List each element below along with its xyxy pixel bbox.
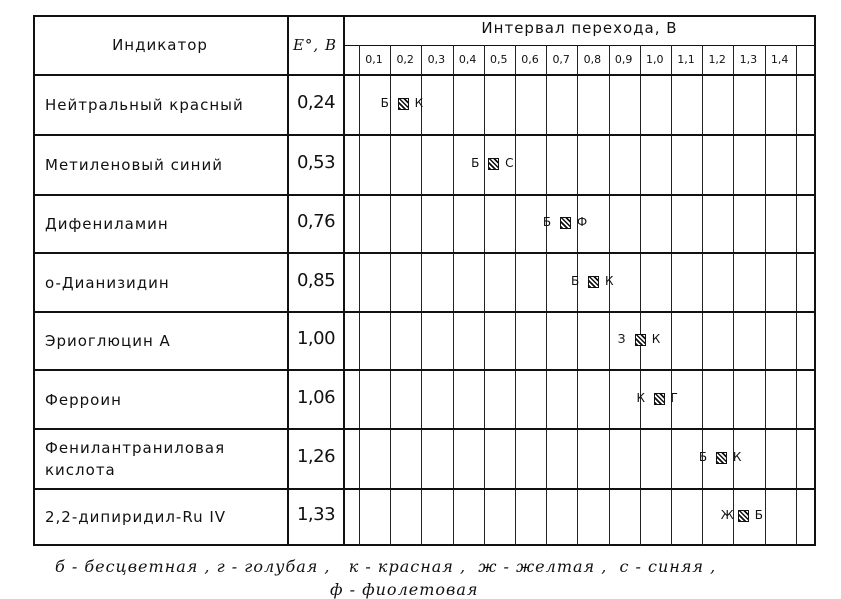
- transition-marker: [654, 393, 665, 405]
- grid-line: [390, 45, 391, 545]
- grid-line: [515, 45, 516, 545]
- transition-marker: [716, 452, 727, 464]
- scale-tick: 0,5: [490, 53, 508, 66]
- row-divider: [33, 488, 816, 490]
- scale-tick: 0,7: [552, 53, 570, 66]
- scale-tick: 0,1: [365, 53, 383, 66]
- indicator-name: Фенилантраниловая кислота: [45, 439, 226, 479]
- row-divider: [33, 311, 816, 313]
- table-bottom-border: [33, 544, 816, 546]
- color-left-label: Б: [471, 156, 480, 170]
- e0-value: 0,85: [296, 269, 336, 291]
- scale-tick: 0,3: [427, 53, 446, 66]
- color-left-label: Ж: [720, 508, 734, 522]
- scale-tick: 1,0: [646, 53, 664, 66]
- legend-line-1: б - бесцветная , г - голубая , к - красная , ж - желтая , с - синяя ,: [55, 557, 717, 576]
- row-divider: [33, 428, 816, 430]
- grid-line: [421, 45, 422, 545]
- grid-line: [796, 45, 797, 545]
- e0-value: 0,53: [296, 152, 336, 173]
- scale-tick: 1,2: [708, 53, 726, 66]
- transition-marker: [588, 276, 599, 288]
- transition-marker: [635, 334, 646, 346]
- row-divider: [33, 134, 816, 136]
- color-right-label: Г: [670, 390, 678, 405]
- transition-marker: [560, 217, 571, 229]
- table-right-border: [814, 15, 816, 546]
- scale-tick: 1,1: [677, 53, 695, 66]
- indicator-name: Ферроин: [45, 390, 122, 409]
- e0-value: 1,00: [296, 328, 336, 349]
- indicator-name: Метиленовый синий: [45, 156, 223, 174]
- e0-value: 1,26: [296, 446, 336, 467]
- transition-marker: [398, 98, 409, 110]
- color-left-label: К: [636, 390, 646, 405]
- scale-tick: 0,4: [458, 53, 477, 66]
- row-divider: [33, 194, 816, 196]
- grid-line: [640, 45, 641, 545]
- indicator-name: Нейтральный красный: [45, 96, 244, 114]
- scale-tick: 0,9: [614, 53, 633, 66]
- color-left-label: Б: [698, 450, 708, 464]
- grid-line: [702, 45, 703, 545]
- grid-line: [359, 45, 360, 545]
- color-right-label: К: [651, 332, 661, 346]
- e0-value: 0,76: [296, 211, 336, 232]
- color-left-label: Б: [380, 96, 389, 110]
- scale-tick: 0,8: [583, 53, 602, 66]
- color-right-label: К: [732, 450, 742, 464]
- color-right-label: Б: [754, 508, 763, 522]
- e0-value: 0,24: [296, 92, 336, 113]
- header-sub-divider: [343, 45, 816, 46]
- table-left-border: [33, 15, 35, 546]
- grid-line: [546, 45, 547, 545]
- grid-line: [765, 45, 766, 545]
- indicator-name: Эриоглюцин A: [45, 332, 171, 350]
- grid-line: [671, 45, 672, 545]
- color-left-label: Б: [571, 273, 580, 288]
- grid-line: [453, 45, 454, 545]
- legend-line-2: ф - фиолетовая: [330, 580, 479, 599]
- e0-value: 1,33: [296, 504, 336, 525]
- scale-tick: 1,4: [770, 53, 789, 66]
- row-divider: [33, 252, 816, 254]
- grid-line: [609, 45, 610, 545]
- row-divider: [33, 369, 816, 371]
- row-divider: [33, 74, 816, 76]
- color-right-label: К: [605, 273, 614, 288]
- indicator-header: Индикатор: [112, 36, 208, 54]
- transition-marker: [738, 510, 749, 522]
- color-right-label: К: [414, 96, 424, 110]
- color-right-label: С: [505, 156, 514, 170]
- column-divider-2: [343, 15, 345, 546]
- scale-tick: 1,3: [739, 53, 758, 66]
- indicator-name: Дифениламин: [45, 215, 169, 233]
- grid-line: [484, 45, 485, 545]
- color-left-label: З: [617, 332, 626, 346]
- color-left-label: Б: [542, 215, 552, 229]
- grid-line: [733, 45, 734, 545]
- indicator-name: 2,2-дипиридил-Ru IV: [45, 508, 227, 526]
- interval-header: Интервал перехода, В: [481, 19, 678, 37]
- color-right-label: Ф: [576, 215, 588, 229]
- e0-value: 1,06: [296, 386, 336, 408]
- e0-header: E°, В: [292, 36, 337, 54]
- indicator-name: o-Дианизидин: [45, 273, 170, 292]
- scale-tick: 0,2: [396, 53, 414, 66]
- transition-marker: [488, 158, 499, 170]
- scale-tick: 0,6: [521, 53, 539, 66]
- grid-line: [577, 45, 578, 545]
